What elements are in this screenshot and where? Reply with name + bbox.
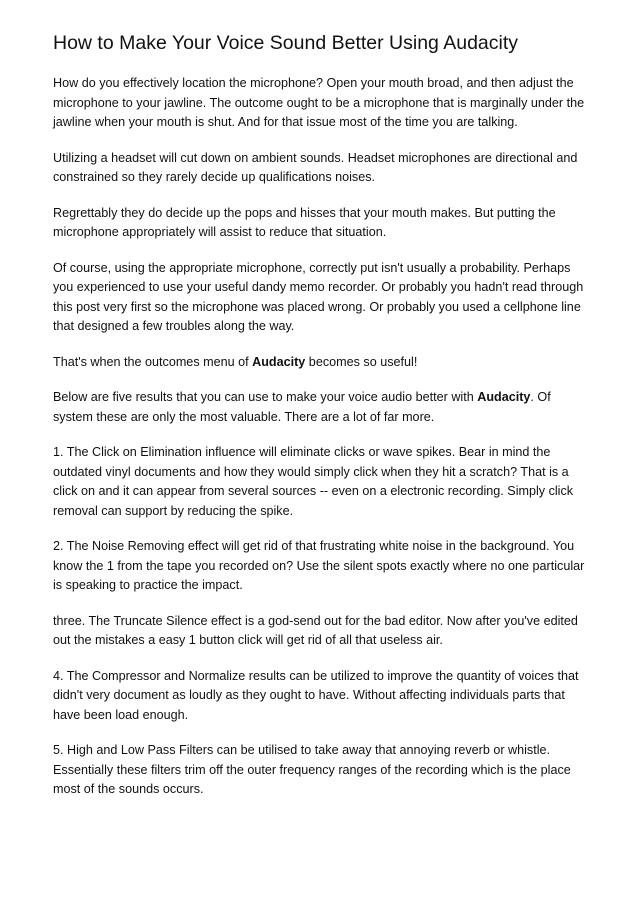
paragraph-6-text-end: . Of system these are only the most valuable. There are a lot of far more. <box>53 390 551 424</box>
paragraph-10: 4. The Compressor and Normalize results can be utilized to improve the quantity of voices that didn't very document as loudly as they ought to have. Without affecting individuals parts that have been load enough. <box>53 668 579 722</box>
paragraph-8: 2. The Noise Removing effect will get rid of that frustrating white noise in the background. You know the 1 from the tape you recorded on? Use the silent spots exactly where no one particular is speaking to practice the impact. <box>53 539 585 592</box>
paragraph-6-text-start: Below are five results that you can use to make your voice audio better with <box>53 390 478 404</box>
paragraph-1: How do you effectively location the microphone? Open your mouth broad, and then adjust the microphone to your jawline. The outcome ought to be a microphone that is marginally under the jawline when your mouth is shut. And for that issue most of the time you are talking. <box>53 76 585 129</box>
paragraph-6-bold-term: Audacity <box>477 390 531 404</box>
document-page <box>53 30 591 816</box>
paragraph-11: 5. High and Low Pass Filters can be utilised to take away that annoying reverb or whistle. Essentially these filters trim off the outer frequency ranges of the recording which is the place most of the sounds occurs. <box>53 743 571 796</box>
paragraph-7: 1. The Click on Elimination influence will eliminate clicks or wave spikes. Bear in mind the outdated vinyl documents and how they would simply click when they hit a scratch? That is a click on and it can appear from several sources -- even on a electronic recording. Simply click removal can support by reducing the spike. <box>53 445 574 518</box>
paragraph-3: Regrettably they do decide up the pops and hisses that your mouth makes. But putting the microphone appropriately will assist to reduce that situation. <box>53 205 556 239</box>
page-title: How to Make Your Voice Sound Better Using Audacity <box>53 32 519 54</box>
paragraph-5-bold-term: Audacity <box>252 354 306 369</box>
paragraph-4: Of course, using the appropriate microphone, correctly put isn't usually a probability. Perhaps you experienced to use your useful dandy memo recorder. Or probably you hadn't read through this post very first so the microphone was placed wrong. Or probably you used a cellphone line that designed a few troubles along the way. <box>53 260 584 333</box>
paragraph-5-text-start: That's when the outcomes menu of <box>53 354 253 369</box>
paragraph-2: Utilizing a headset will cut down on ambient sounds. Headset microphones are directional and constrained so they rarely decide up qualifications noises. <box>53 150 578 184</box>
paragraph-5-text-end: becomes so useful! <box>305 354 418 369</box>
paragraph-5 <box>53 353 591 373</box>
paragraph-9: three. The Truncate Silence effect is a god-send out for the bad editor. Now after you've edited out the mistakes a easy 1 button click will get rid of all that useless air. <box>53 613 578 647</box>
paragraph-6 <box>53 388 591 427</box>
